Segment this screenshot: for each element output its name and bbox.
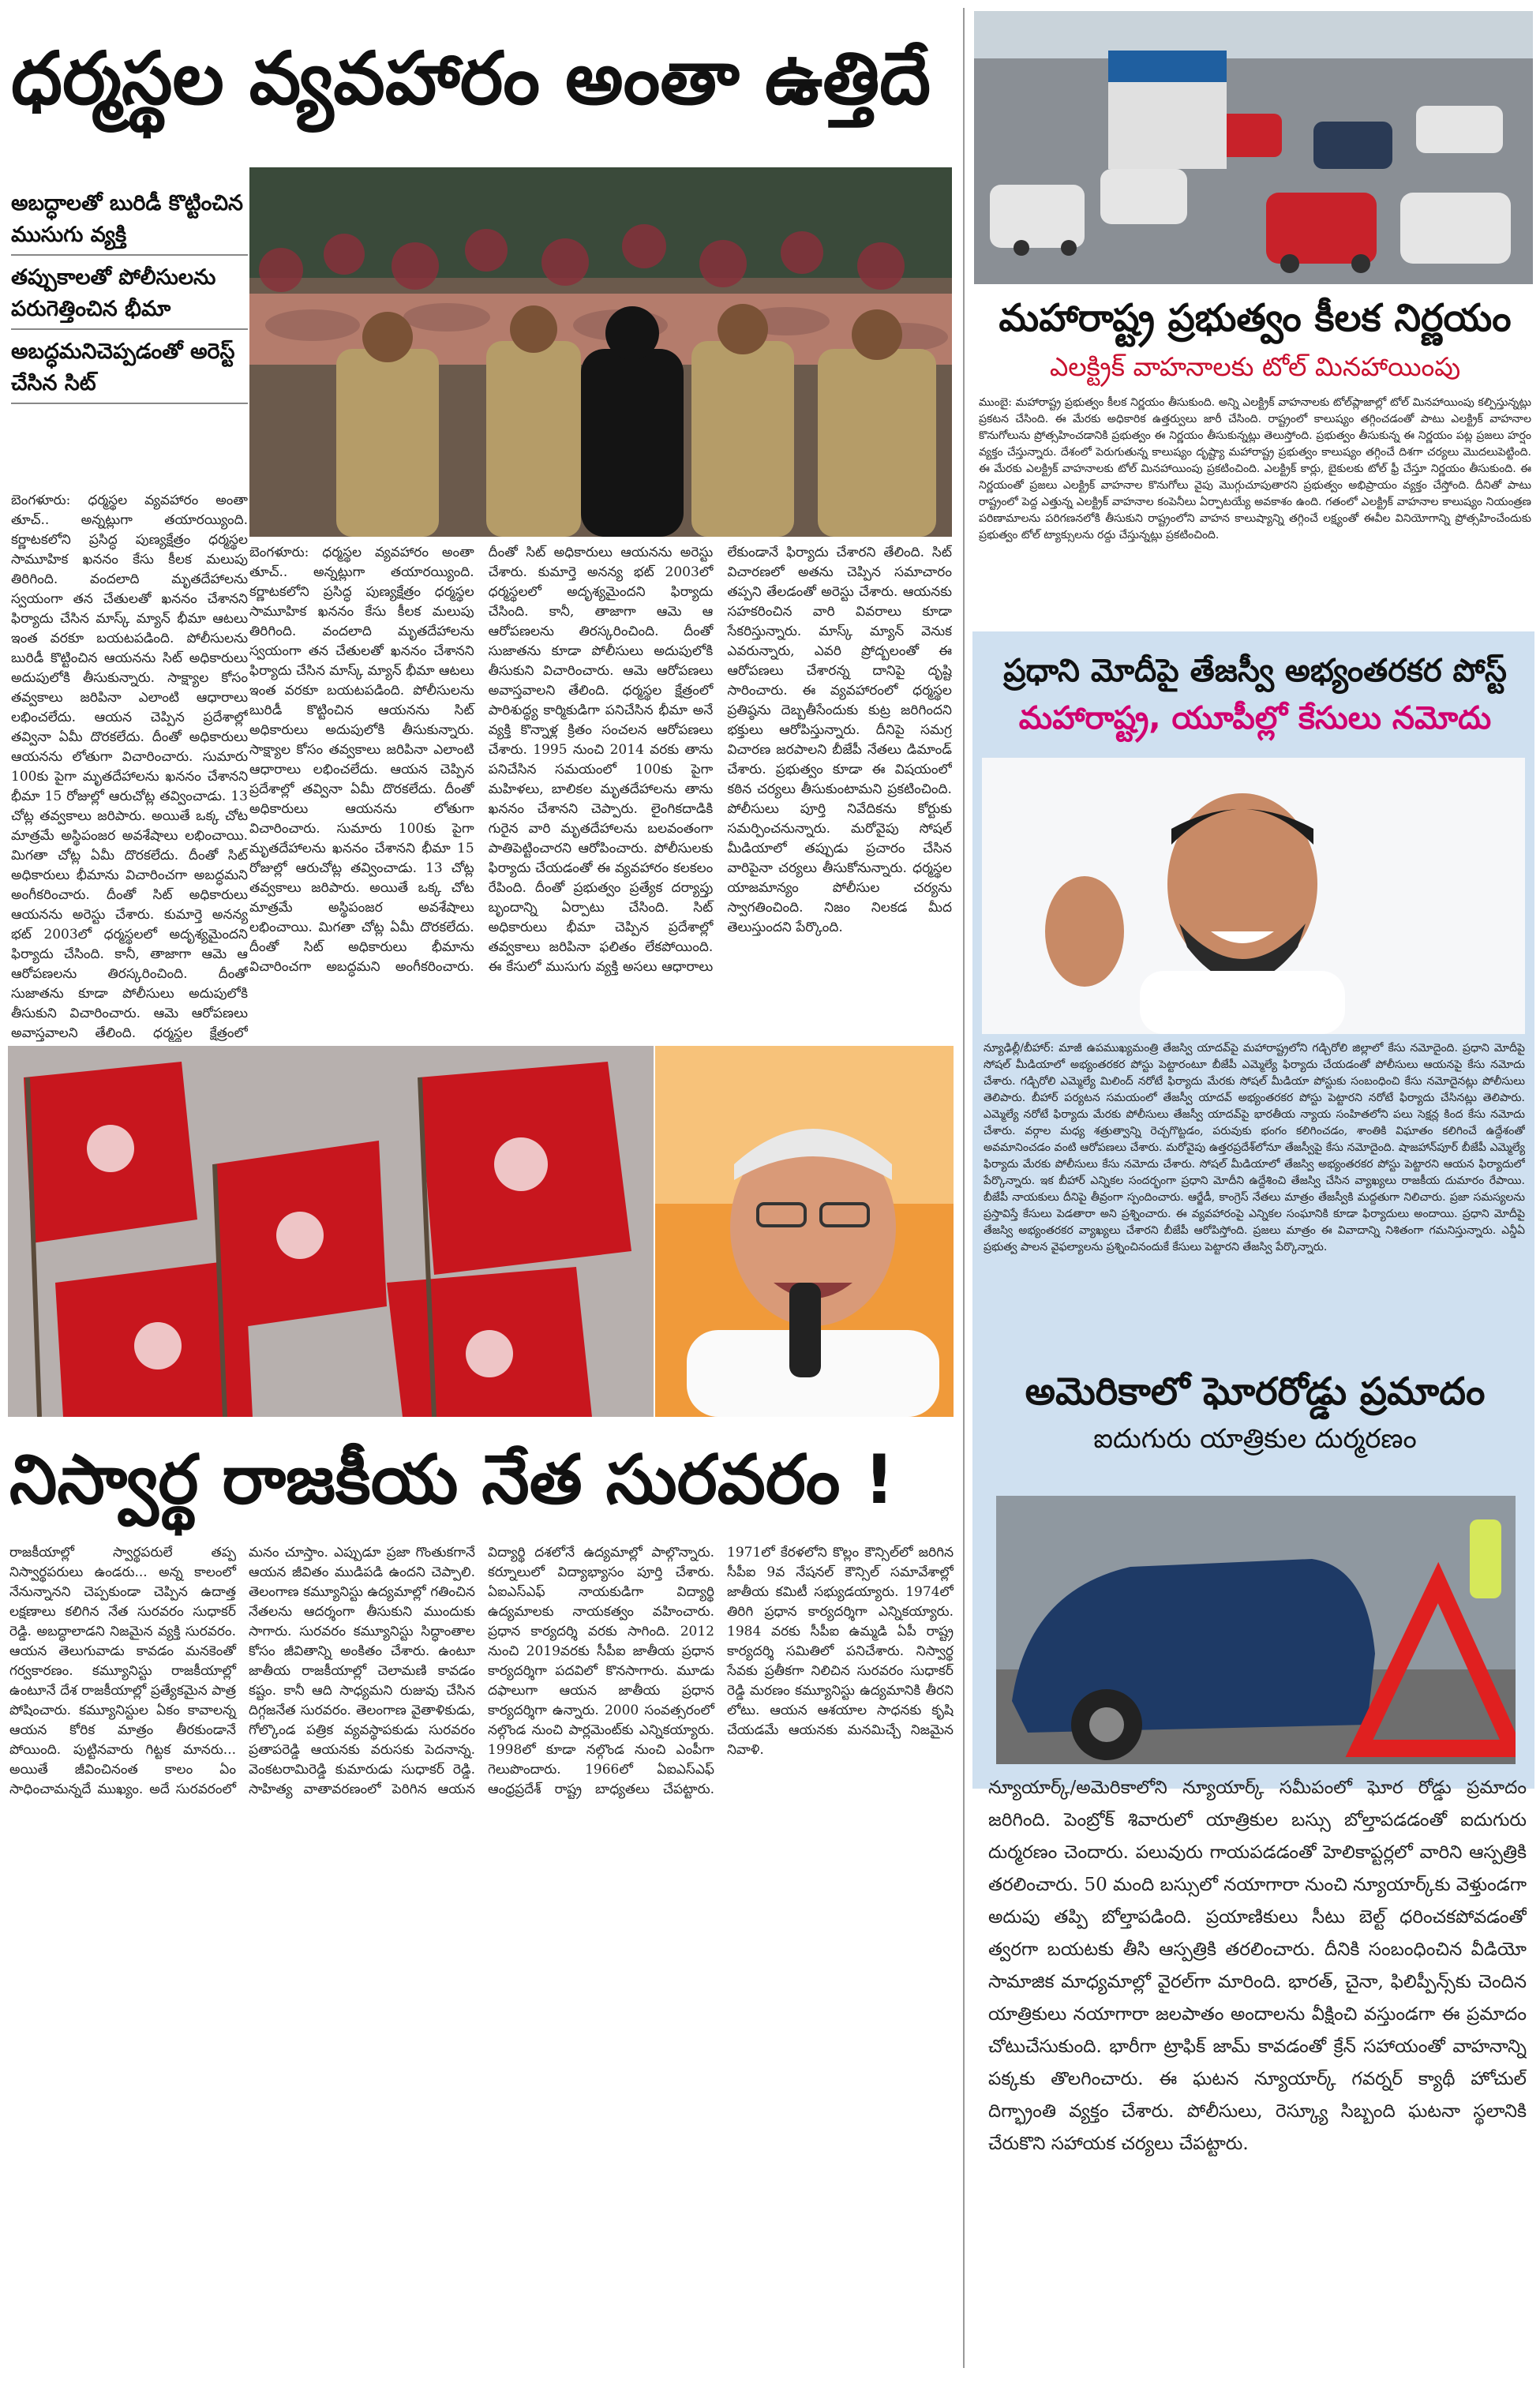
dharmasthala-kickers <box>11 188 248 488</box>
dharmasthala-body-columns <box>249 543 952 1042</box>
dharmasthala-body-text: బెంగళూరు: ధర్మస్థల వ్యవహారం అంతా తూచ్.. అన్నట్లుగా తయారయ్యింది. కర్ణాటకలోని ప్రసిద్ధ పుణ్యక్షేత్రం ధర్మస్థల సామూహిక ఖననం కేసు కీలక మలుపు తిరిగింది. వందలాది మృతదేహాలను స్వయంగా తన చేతులతో ఖననం చేశానని ఫిర్యాదు చేసిన మాస్క్ మ్యాన్ భీమా ఆటలు ఇంత వరకూ బయటపడింది. పోలీసులను బురిడీ కొట్టించిన ఆయనను సిట్ అధికారులు అదుపులోకి తీసుకున్నారు. సాక్ష్యాల కోసం తవ్వకాలు జరిపినా ఎలాంటి ఆధారాలు లభించలేదు. ఆయన చెప్పిన ప్రదేశాల్లో తవ్వినా ఏమీ దొరకలేదు. దీంతో అధికారులు ఆయనను లోతుగా విచారించారు. సుమారు 100కు పైగా మృతదేహాలను ఖననం చేశానని భీమా 15 రోజుల్లో ఆరుచోట్ల తవ్వించాడు. 13 చోట్ల తవ్వకాలు జరిపారు. అయితే ఒక్క చోట మాత్రమే అస్థిపంజర అవశేషాలు లభించాయి. మిగతా చోట్ల ఏమీ దొరకలేదు. దీంతో సిట్ అధికారులు భీమాను విచారించగా అబద్ధమని అంగీకరించారు. దీంతో సిట్ అధికారులు ఆయనను అరెస్టు చేశారు. కుమార్తె అనన్య భట్ 2003లో ధర్మస్థలలో అదృశ్యమైందని ఫిర్యాదు చేసింది. కానీ, తాజాగా ఆమె ఆ ఆరోపణలను తిరస్కరించింది. దీంతో సుజాతను కూడా పోలీసులు అదుపులోకి తీసుకుని విచారించారు. ఆమె ఆరోపణలు అవాస్తవాలని తేలింది. ధర్మస్థల క్షేత్రంలో <box>11 493 248 1041</box>
maharashtra-subhead: ఎలక్ట్రిక్ వాహనాలకు టోల్ మినహాయింపు <box>1049 351 1461 382</box>
tejashwi-body-text: న్యూఢిల్లీ/బీహార్: మాజీ ఉపముఖ్యమంత్రి తేజస్వి యాదవ్‌పై మహారాష్ట్రలోని గడ్చిరోలి జిల్లాలో కేసు నమోదైంది. ప్రధాని మోదీపై సోషల్ మీడియాలో అభ్యంతరకర పోస్టు పెట్టారంటూ బీజేపీ ఎమ్మెల్యే ఫిర్యాదు చేయడంతో పోలీసులు ఆయనపై కేసు నమోదు చేశారు. గడ్చిరోలి ఎమ్మెల్యే మిలింద్ నరోటే ఫిర్యాదు మేరకు సోషల్ మీడియా పోస్టుకు సంబంధించి కేసు నమోదైనట్లు పోలీసులు తెలిపారు. బీహార్ పర్యటన సమయంలో తేజస్వీ యాదవ్ అభ్యంతరకర పోస్టు పెట్టారని నరోటే ఫిర్యాదు చేసినట్లు తెలిపారు. ఎమ్మెల్యే నరోటే ఫిర్యాదు మేరకు పోలీసులు తేజస్వీ యాదవ్‌పై భారతీయ న్యాయ సంహితలోని పలు సెక్షన్ల కింద కేసు నమోదు చేశారు. వర్గాల మధ్య శత్రుత్వాన్ని రెచ్చగొట్టడం, పరువుకు భంగం కలిగించడం, శాంతికి విఘాతం కలిగించే ఉద్దేశంతో అవమానించడం వంటి ఆరోపణలు చేశారు. మరోవైపు ఉత్తరప్రదేశ్‌లోనూ తేజస్వీపై కేసు నమోదైంది. షాజహాన్‌పూర్ బీజేపీ ఎమ్మెల్యే ఫిర్యాదు మేరకు పోలీసులు కేసు నమోదు చేశారు. సోషల్ మీడియాలో తేజస్వి అభ్యంతరకర పోస్టు పెట్టారని ఆయన ఫిర్యాదులో పేర్కొన్నారు. ఇక బీహార్ ఎన్నికల సందర్భంగా ప్రధాని మోదీని ఉద్దేశించి తేజస్వి చేసిన వ్యాఖ్యలు రాజకీయ దుమారం రేపాయి. బీజేపీ నాయకులు దీనిపై తీవ్రంగా స్పందించారు. ఆర్జేడీ, కాంగ్రెస్ నేతలు మాత్రం తేజస్వీకి మద్దతుగా నిలిచారు. ప్రజా సమస్యలను ప్రస్తావిస్తే కేసులు పెడతారా అని ప్రశ్నించారు. ఈ వ్యవహారంపై ఎన్నికల సంఘానికి కూడా ఫిర్యాదులు అందాయి. ప్రధాని మోదీపై తేజస్వి అభ్యంతరకర వ్యాఖ్యలు చేశారని బీజేపీ ఆరోపిస్తోంది. ప్రజలు మాత్రం ఈ వివాదాన్ని నిశితంగా గమనిస్తున్నారు. ఎన్డీఏ ప్రభుత్వ పాలన వైఫల్యాలను ప్రశ్నించినందుకే కేసులు పెట్టారని తేజస్వి పేర్కొన్నారు. <box>984 1042 1525 1253</box>
kicker-3: అబద్ధమనిచెప్పడంతో అరెస్ట్ చేసిన సిట్ <box>11 336 248 404</box>
maharashtra-headline: మహారాష్ట్ర ప్రభుత్వం కీలక నిర్ణయం <box>999 296 1512 340</box>
suravaram-headline: నిస్వార్థ రాజకీయ నేత సురవరం ! <box>9 1441 895 1519</box>
suravaram-photo <box>655 1046 954 1417</box>
kicker-2: తప్పుకాలతో పోలీసులను పరుగెత్తించిన భీమా <box>11 262 248 330</box>
accident-headline: అమెరికాలో ఘోరరోడ్డు ప్రమాదం <box>1025 1369 1486 1414</box>
tejashwi-portrait-image <box>982 758 1525 1034</box>
tejashwi-body <box>984 1040 1525 1356</box>
red-flags-image <box>8 1046 654 1417</box>
leader-portrait-image <box>655 1046 954 1417</box>
accident-body-text: న్యూయార్క్/అమెరికాలోని న్యూయార్క్ సమీపంలో ఘోర రోడ్డు ప్రమాదం జరిగింది. పెంబ్రోక్ శివారులో యాత్రికుల బస్సు బోల్తాపడడంతో ఐదుగురు దుర్మరణం చెందారు. పలువురు గాయపడడంతో హెలికాప్టర్లలో వారిని ఆస్పత్రికి తరలించారు. 50 మంది బస్సులో నయాగారా నుంచి న్యూయార్క్‌కు వెళ్తుండగా అదుపు తప్పి బోల్తాపడింది. ప్రయాణికులు సీటు బెల్ట్ ధరించకపోవడంతో త్వరగా బయటకు తీసి ఆస్పత్రికి తరలించారు. దీనికి సంబంధించిన వీడియో సామాజిక మాధ్యమాల్లో వైరల్‌గా మారింది. భారత్, చైనా, ఫిలిప్పీన్స్‌కు చెందిన యాత్రికులు నయాగారా జలపాతం అందాలను వీక్షించి వస్తుండగా ఈ ప్రమాదం చోటుచేసుకుంది. భారీగా ట్రాఫిక్ జామ్ కావడంతో క్రేన్ సహాయంతో వాహనాన్ని పక్కకు తొలగించారు. ఈ ఘటన న్యూయార్క్ గవర్నర్ క్యాథీ హోచుల్ దిగ్భ్రాంతి వ్యక్తం చేశారు. పోలీసులు, రెస్క్యూ సిబ్బంది ఘటనా స్థలానికి చేరుకొని సహాయక చర్యలు చేపట్టారు. <box>988 1778 1527 2154</box>
crashed-car-image <box>996 1496 1516 1764</box>
dharmasthala-photo <box>249 167 952 537</box>
suravaram-body <box>9 1543 954 2372</box>
accident-photo <box>996 1496 1516 1764</box>
toll-plaza-photo <box>974 11 1533 284</box>
suravaram-body-text: రాజకీయాల్లో స్వార్థపరులే తప్ప నిస్వార్థపరులు ఉండరు... అన్న కాలంలో నేనున్నానని చెప్పకుండా చెప్పిన ఉదాత్త లక్షణాలు కలిగిన నేత సురవరం సుధాకర్ రెడ్డి. అబద్ధాలాడని నిజమైన వ్యక్తి సురవరం. ఆయన తెలుగువాడు కావడం మనకెంతో గర్వకారణం. కమ్యూనిస్టు రాజకీయాల్లో ఉంటూనే దేశ రాజకీయాల్లో ప్రత్యేకమైన పాత్ర పోషించారు. కమ్యూనిస్టుల ఏకం కావాలన్న ఆయన కోరిక మాత్రం తీరకుండానే పోయింది. పుట్టినవారు గిట్టక మానరు... అయితే జీవించినంత కాలం ఏం సాధించామన్నదే ముఖ్యం. అదే సురవరంలో మనం చూస్తాం. ఎప్పుడూ ప్రజా గొంతుకగానే ఆయన జీవితం ముడిపడి ఉందని చెప్పాలి. తెలంగాణ కమ్యూనిస్టు ఉద్యమాల్లో గతించిన నేతలను ఆదర్శంగా తీసుకుని ముందుకు సాగారు. సురవరం కమ్యూనిస్టు సిద్ధాంతాల కోసం జీవితాన్ని అంకితం చేశారు. ఉంటూ జాతీయ రాజకీయాల్లో చెలామణి కావడం కష్టం. కానీ ఆది సాధ్యమని రుజువు చేసిన దిగ్గజనేత సురవరం. తెలంగాణ వైతాళికుడు, గోల్కొండ పత్రిక వ్యవస్థాపకుడు సురవరం ప్రతాపరెడ్డి ఆయనకు వరుసకు పెదనాన్న. వెంకటరామిరెడ్డి కుమారుడు సుధాకర్ రెడ్డి. సాహిత్య వాతావరణంలో పెరిగిన ఆయన విద్యార్థి దశలోనే ఉద్యమాల్లో పాల్గొన్నారు. కర్నూలులో విద్యాభ్యాసం పూర్తి చేశారు. ఏఐఎస్ఎఫ్ నాయకుడిగా విద్యార్థి ఉద్యమాలకు నాయకత్వం వహించారు. ప్రధాన కార్యదర్శి వరకు సాగింది. 2012 నుంచి 2019వరకు సీపీఐ జాతీయ ప్రధాన కార్యదర్శిగా పదవిలో కొనసాగారు. మూడు దఫాలుగా ఆయన జాతీయ ప్రధాన కార్యదర్శిగా ఉన్నారు. 2000 సంవత్సరంలో నల్గొండ నుంచి పార్లమెంట్‌కు ఎన్నికయ్యారు. 1998లో కూడా నల్గొండ నుంచి ఎంపీగా గెలుపొందారు. 1966లో ఏఐఎస్ఎఫ్ ఆంధ్రప్రదేశ్ రాష్ట్ర బాధ్యతలు చేపట్టారు. 1971లో కేరళలోని కొల్లం కౌన్సిల్‌లో జరిగిన సీపీఐ 9వ నేషనల్ కౌన్సిల్ సమావేశాల్లో జాతీయ కమిటీ సభ్యుడయ్యారు. 1974లో తిరిగి ప్రధాన కార్యదర్శిగా ఎన్నికయ్యారు. 1984 వరకు సీపీఐ ఉమ్మడి ఏపీ రాష్ట్ర కార్యదర్శి సమితిలో పనిచేశారు. నిస్వార్థ సేవకు ప్రతీకగా నిలిచిన సురవరం సుధాకర్ రెడ్డి మరణం కమ్యూనిస్టు ఉద్యమానికి తీరని లోటు. ఆయన ఆశయాల సాధనకు కృషి చేయడమే ఆయనకు మనమిచ్చే నిజమైన నివాళి. <box>9 1545 954 1797</box>
maharashtra-body <box>979 395 1531 625</box>
traffic-image <box>974 11 1533 284</box>
dharmasthala-headline: ధర్మస్థల వ్యవహారం అంతా ఉత్తిదే <box>11 36 931 121</box>
maharashtra-body-text: ముంబై: మహారాష్ట్ర ప్రభుత్వం కీలక నిర్ణయం తీసుకుంది. అన్ని ఎలక్ట్రిక్ వాహనాలకు టోల్‌ప్లాజాల్లో టోల్ మినహాయింపు కల్పిస్తున్నట్లు ప్రకటన చేసింది. ఈ మేరకు అధికారిక ఉత్తర్వులు జారీ చేసింది. రాష్ట్రంలో కాలుష్యం తగ్గించడంతో పాటు ఎలక్ట్రిక్ వాహనాల కొనుగోలును ప్రోత్సహించడానికి ప్రభుత్వం ఈ నిర్ణయం తీసుకున్నట్లు తెలుస్తోంది. ప్రభుత్వం తీసుకున్న ఈ నిర్ణయం పట్ల ప్రజలు హర్షం వ్యక్తం చేస్తున్నారు. దేశంలో పెరుగుతున్న కాలుష్యం దృష్ట్యా మహారాష్ట్ర ప్రభుత్వం కాలుష్యం తగ్గించే దిశగా చర్యలు మొదలుపెట్టింది. ఈ మేరకు ఎలక్ట్రిక్ వాహనాలకు టోల్ మినహాయింపు ప్రకటించింది. ఎలక్ట్రిక్ కార్లు, బైకులకు టోల్ ఫ్రీ చేస్తూ నిర్ణయం తీసుకుంది. ఈ నిర్ణయంతో ప్రజలు ఎలక్ట్రిక్ వాహనాల కొనుగోలు వైపు మొగ్గుచూపుతారని ప్రభుత్వం అభిప్రాయం వ్యక్తం చేస్తోంది. దీనితో పాటు రాష్ట్రంలో పెద్ద ఎత్తున్న ఎలక్ట్రిక్ వాహనాల కంపెనీలు ఏర్పాటయ్యే అవకాశం ఉంది. గతంలో ఎలక్ట్రిక్ వాహనాల కాలుష్యం నియంత్రణ పరిణామాలను పరిగణనలోకి తీసుకుని రాష్ట్రంలోని వాహన కాలుష్యాన్ని తగ్గించే లక్ష్యంతో ఈవీల వినియోగాన్ని ప్రోత్సహించేందుకు ప్రభుత్వం టోల్ ట్యాక్సులను రద్దు చేస్తున్నట్లు ప్రకటించింది. <box>979 396 1531 541</box>
crowd-police-image <box>249 167 952 537</box>
tejashwi-photo <box>982 758 1525 1034</box>
column-divider <box>963 8 965 2368</box>
accident-body <box>988 1772 1527 2368</box>
tejashwi-subhead: మహారాష్ట్ర, యూపీల్లో కేసులు నమోదు <box>1018 700 1492 736</box>
accident-subhead: ఐదుగురు యాత్రికుల దుర్మరణం <box>1093 1423 1417 1455</box>
cpi-flags-photo <box>8 1046 654 1417</box>
dharmasthala-body <box>11 491 248 1042</box>
dharmasthala-body-text-cols: బెంగళూరు: ధర్మస్థల వ్యవహారం అంతా తూచ్.. అన్నట్లుగా తయారయ్యింది. కర్ణాటకలోని ప్రసిద్ధ పుణ్యక్షేత్రం ధర్మస్థల సామూహిక ఖననం కేసు కీలక మలుపు తిరిగింది. వందలాది మృతదేహాలను స్వయంగా తన చేతులతో ఖననం చేశానని ఫిర్యాదు చేసిన మాస్క్ మ్యాన్ భీమా ఆటలు ఇంత వరకూ బయటపడింది. పోలీసులను బురిడీ కొట్టించిన ఆయనను సిట్ అధికారులు అదుపులోకి తీసుకున్నారు. సాక్ష్యాల కోసం తవ్వకాలు జరిపినా ఎలాంటి ఆధారాలు లభించలేదు. ఆయన చెప్పిన ప్రదేశాల్లో తవ్వినా ఏమీ దొరకలేదు. దీంతో అధికారులు ఆయనను లోతుగా విచారించారు. సుమారు 100కు పైగా మృతదేహాలను ఖననం చేశానని భీమా 15 రోజుల్లో ఆరుచోట్ల తవ్వించాడు. 13 చోట్ల తవ్వకాలు జరిపారు. అయితే ఒక్క చోట మాత్రమే అస్థిపంజర అవశేషాలు లభించాయి. మిగతా చోట్ల ఏమీ దొరకలేదు. దీంతో సిట్ అధికారులు భీమాను విచారించగా అబద్ధమని అంగీకరించారు. దీంతో సిట్ అధికారులు ఆయనను అరెస్టు చేశారు. కుమార్తె అనన్య భట్ 2003లో ధర్మస్థలలో అదృశ్యమైందని ఫిర్యాదు చేసింది. కానీ, తాజాగా ఆమె ఆ ఆరోపణలను తిరస్కరించింది. దీంతో సుజాతను కూడా పోలీసులు అదుపులోకి తీసుకుని విచారించారు. ఆమె ఆరోపణలు అవాస్తవాలని తేలింది. ధర్మస్థల క్షేత్రంలో పారిశుద్ధ్య కార్మికుడిగా పనిచేసిన భీమా అనే వ్యక్తి కొన్నాళ్ల క్రితం సంచలన ఆరోపణలు చేశారు. 1995 నుంచి 2014 వరకు తాను పనిచేసిన సమయంలో 100కు పైగా మహిళలు, బాలికల మృతదేహాలను తాను ఖననం చేశానని చెప్పారు. లైంగికదాడికి గురైన వారి మృతదేహాలను బలవంతంగా పాతిపెట్టించారని ఆరోపించారు. పోలీసులకు ఫిర్యాదు చేయడంతో ఈ వ్యవహారం కలకలం రేపింది. దీంతో ప్రభుత్వం ప్రత్యేక దర్యాప్తు బృందాన్ని ఏర్పాటు చేసింది. సిట్ అధికారులు భీమా చెప్పిన ప్రదేశాల్లో తవ్వకాలు జరిపినా ఫలితం లేకపోయింది. ఈ కేసులో ముసుగు వ్యక్తి అసలు ఆధారాలు లేకుండానే ఫిర్యాదు చేశారని తేలింది. సిట్ విచారణలో అతను చెప్పిన సమాచారం తప్పని తేలడంతో అరెస్టు చేశారు. ఆయనకు సహకరించిన వారి వివరాలు కూడా సేకరిస్తున్నారు. మాస్క్ మ్యాన్ వెనుక ఎవరున్నారు, ఎవరి ప్రోద్బలంతో ఈ ఆరోపణలు చేశారన్న దానిపై దృష్టి సారించారు. ఈ వ్యవహారంలో ధర్మస్థల ప్రతిష్ఠను దెబ్బతీసేందుకు కుట్ర జరిగిందని భక్తులు ఆరోపిస్తున్నారు. దీనిపై సమగ్ర విచారణ జరపాలని బీజేపీ నేతలు డిమాండ్ చేశారు. ప్రభుత్వం కూడా ఈ విషయంలో కఠిన చర్యలు తీసుకుంటామని ప్రకటించింది. పోలీసులు పూర్తి నివేదికను కోర్టుకు సమర్పించనున్నారు. మరోవైపు సోషల్ మీడియాలో తప్పుడు ప్రచారం చేసిన వారిపైనా చర్యలు తీసుకోనున్నారు. ధర్మస్థల యాజమాన్యం పోలీసుల చర్యను స్వాగతించింది. నిజం నిలకడ మీద తెలుస్తుందని పేర్కొంది. <box>249 545 952 975</box>
tejashwi-headline: ప్రధాని మోదీపై తేజస్వీ అభ్యంతరకర పోస్ట్ <box>1003 653 1507 689</box>
kicker-1: అబద్ధాలతో బురిడీ కొట్టించిన ముసుగు వ్యక్తి <box>11 188 248 256</box>
